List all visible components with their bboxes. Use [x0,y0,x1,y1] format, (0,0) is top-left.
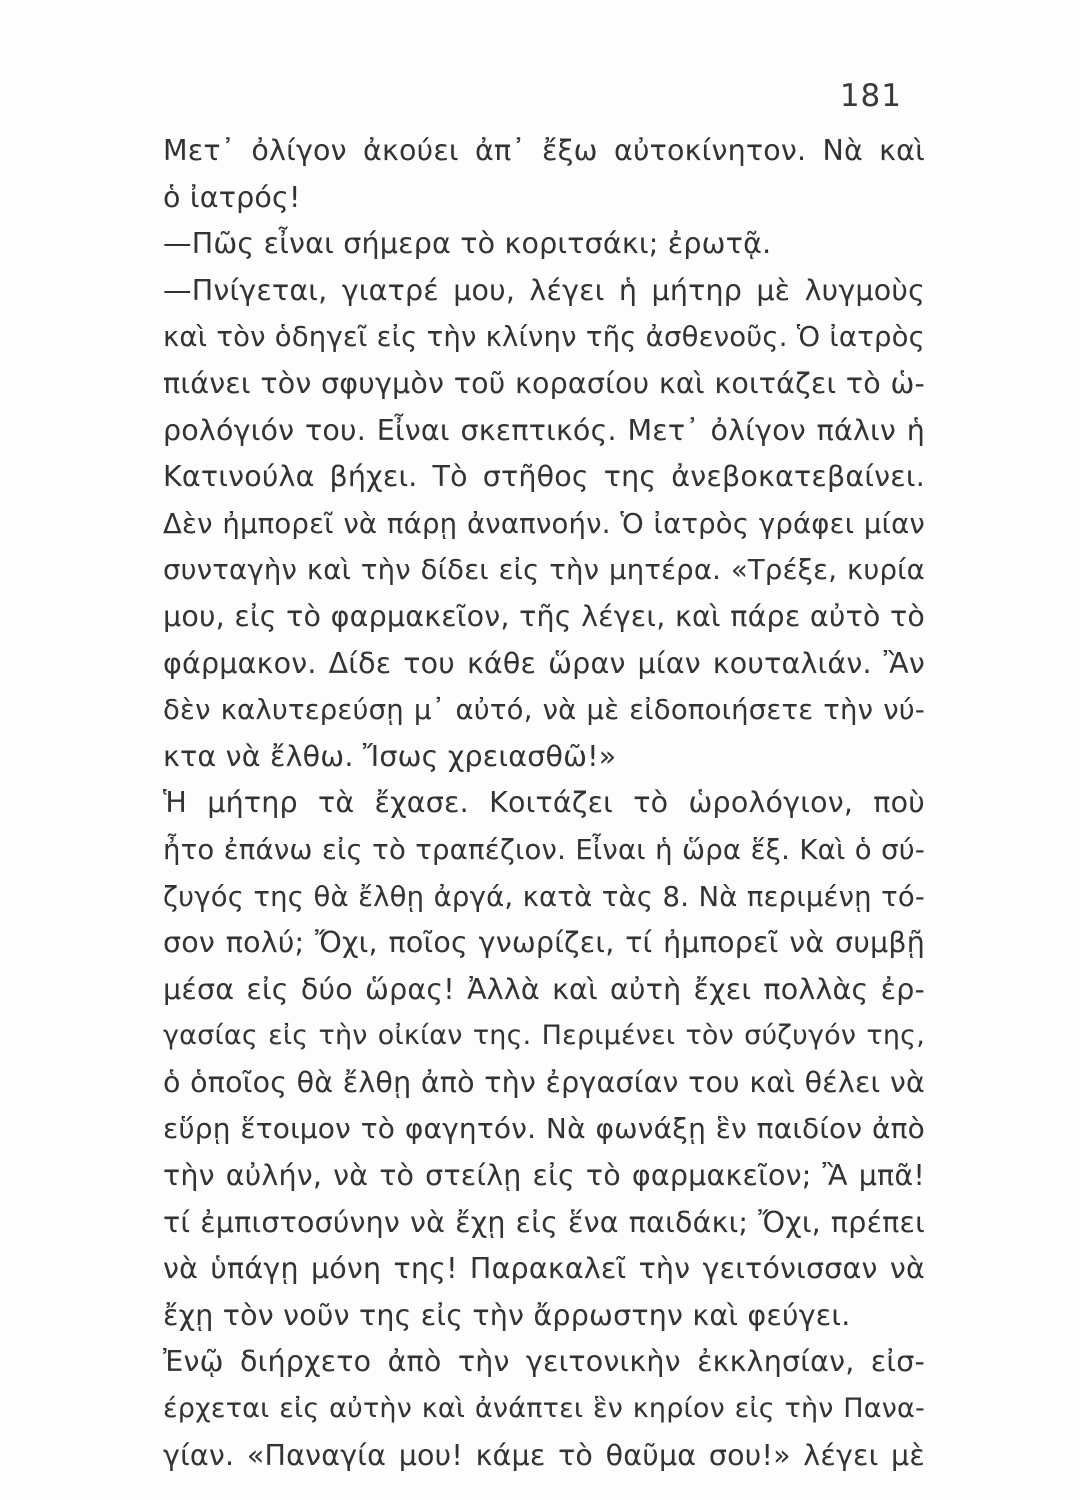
text-line: Κατινούλα βήχει. Τὸ στῆθος της ἀνεβοκατεβαίνει. [163,460,925,494]
text-line: φάρμακον. Δίδε του κάθε ὥραν μίαν κουταλιάν. Ἂν [163,646,925,680]
text-line: γασίας εἰς τὴν οἰκίαν της. Περιμένει τὸν σύζυγόν της, [163,1020,925,1052]
text-line: Ἡ μήτηρ τὰ ἔχασε. Κοιτάζει τὸ ὡρολόγιον, ποὺ [163,786,925,820]
text-line: καὶ τὸν ὁδηγεῖ εἰς τὴν κλίνην τῆς ἀσθενοῦς. Ὁ ἰατρὸς [163,321,925,354]
text-line: μου, εἰς τὸ φαρμακεῖον, τῆς λέγει, καὶ πάρε αὐτὸ τὸ [163,599,925,633]
text-line: ὁ ὁποῖος θὰ ἔλθῃ ἀπὸ τὴν ἐργασίαν του καὶ θέλει νὰ [163,1065,925,1099]
text-line: νὰ ὑπάγῃ μόνη της! Παρακαλεῖ τὴν γειτόνισσαν νὰ [163,1252,925,1286]
text-line: έρχεται εἰς αὐτὴν καὶ ἀνάπτει ἓν κηρίον εἰς τὴν Πανα- [163,1393,925,1425]
text-line: —Πῶς εἶναι σήμερα τὸ κοριτσάκι; ἐρωτᾷ. [163,227,772,261]
text-line: Δὲν ἠμπορεῖ νὰ πάρῃ ἀναπνοήν. Ὁ ἰατρὸς γράφει μίαν [163,507,925,540]
text-line: συνταγὴν καὶ τὴν δίδει εἰς τὴν μητέρα. «Τρέξε, κυρία [163,554,925,587]
text-line: Ἐνῷ διήρχετο ἀπὸ τὴν γειτονικὴν ἐκκλησίαν, εἰσ- [163,1345,925,1379]
text-line: γίαν. «Παναγία μου! κάμε τὸ θαῦμα σου!» λέγει μὲ [163,1438,925,1472]
text-line: σον πολύ; Ὄχι, ποῖος γνωρίζει, τί ἠμπορεῖ νὰ συμβῇ [163,926,925,960]
text-line: τί ἐμπιστοσύνην νὰ ἔχῃ εἰς ἕνα παιδάκι; Ὄχι, πρέπει [163,1205,925,1239]
text-line: ἔχῃ τὸν νοῦν της εἰς τὴν ἄρρωστην καὶ φεύγει. [163,1298,851,1332]
page-number: 181 [839,78,902,114]
text-line: μέσα εἰς δύο ὥρας! Ἀλλὰ καὶ αὐτὴ ἔχει πολλὰς ἐρ- [163,972,925,1006]
text-line: ἦτο ἐπάνω εἰς τὸ τραπέζιον. Εἶναι ἡ ὥρα ἕξ. Καὶ ὁ σύ- [163,833,925,866]
text-line: ὁ ἰατρός! [163,180,301,214]
text-line: —Πνίγεται, γιατρέ μου, λέγει ἡ μήτηρ μὲ λυγμοὺς [163,273,925,307]
text-line: εὕρῃ ἕτοιμον τὸ φαγητόν. Νὰ φωνάξῃ ἓν παιδίον ἀπὸ [163,1112,925,1146]
text-line: ζυγός της θὰ ἔλθῃ ἀργά, κατὰ τὰς 8. Νὰ περιμένῃ τό- [163,880,925,913]
text-line: δὲν καλυτερεύσῃ μ᾽ αὐτό, νὰ μὲ εἰδοποιήσετε τὴν νύ- [163,694,925,727]
text-line: Μετ᾽ ὀλίγον ἀκούει ἀπ᾽ ἔξω αὐτοκίνητον. Νὰ καὶ [163,134,925,167]
text-line: κτα νὰ ἔλθω. Ἴσως χρειασθῶ!» [163,739,617,773]
text-line: ρολόγιόν του. Εἶναι σκεπτικός. Μετ᾽ ὀλίγον πάλιν ἡ [163,413,925,447]
text-line: πιάνει τὸν σφυγμὸν τοῦ κορασίου καὶ κοιτάζει τὸ ὡ- [163,366,925,400]
text-line: τὴν αὐλήν, νὰ τὸ στείλῃ εἰς τὸ φαρμακεῖον; Ἂ μπᾶ! [163,1159,925,1193]
body-text [163,128,925,1479]
